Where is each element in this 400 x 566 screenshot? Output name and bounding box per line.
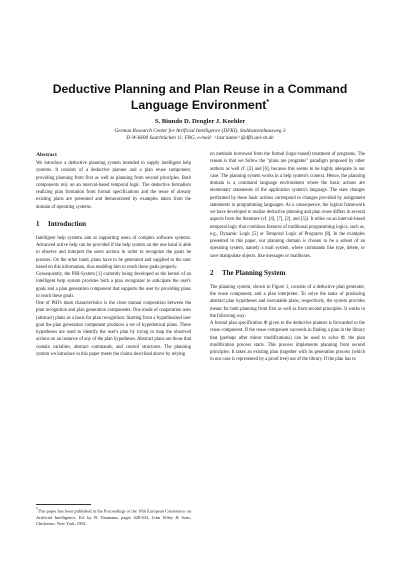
section-1-heading xyxy=(36,220,191,229)
affiliation-line-1: German Research Center for Artificial Intelligence (DFKI), Stuhlsatzenhausweg 3 xyxy=(114,128,286,134)
planning-paragraph-1: The planning system, shown in Figure 1, consists of a deductive plan generator, the reuse component, and a plan interpreter. To solve the tasks of producing abstract plan hypotheses and executable plans, respectively, the system provides means for both planning from first as well as from second principles. It works in the following way: xyxy=(210,284,365,319)
section-2-title: The Planning System xyxy=(222,268,286,277)
section-1-title: Introduction xyxy=(48,219,86,228)
intro-paragraph-3: One of PHI's main characteristics is the close mutual cooperation between the plan recognition and plan generation components. One mode of cooperation uses (abstract) plans as a basis for plan recognition: Starting from a hypothesized user goal the plan generation component produces a set of hypothetical plans. These hypotheses are used to identify the user's plan by trying to map the observed actions on an instance of any of the plan hypotheses. Abstract plans are those that contain variables, abstract commands, and control structures. The planning system we introduce in this paper meets the claims described above by relying xyxy=(36,301,191,357)
footnote xyxy=(36,506,191,527)
intro-continuation: on methods borrowed from the formal (logic-based) treatment of programs. The reason is that we follow the "plans are programs" paradigm proposed by other authors as well cf. [2] and [6], because this seems to be highly adequate in our case: The planning system works in a help system's context. Hence, the planning domain is a command language environment where the basic actions are elementary statements of the application system's language. The state changes performed by these basic actions correspond to changes provided by assignment statements in programming languages. As a consequence, the logical framework we have developed to realize deductive planning and plan reuse differs in several aspects from the literature (cf. [4], [7], [2], and [5]). It relies on an interval-based temporal logic that combines features of traditional programming logics, such as, e.g., Dynamic Logic [5] or Temporal Logic of Programs [8]. In the examples presented in this paper, our planning domain is chosen to be a subset of an operating system, namely a mail system, where commands like type, delete, or save manipulate objects, like messages or mailboxes. xyxy=(210,152,365,259)
intro-paragraph-2: Consequently, the PHI-System [1] currently being developed as the kernel of an intelligent help system provides both a plan recognizer to anticipate the user's goals and a plan generation component that supports the user by providing plans to reach these goals. xyxy=(36,272,191,299)
section-1-number: 1 xyxy=(36,219,40,228)
footnote-rule xyxy=(36,504,91,505)
section-2-number: 2 xyxy=(210,268,214,277)
abstract-text: We introduce a deductive planning system intended to supply intelligent help systems. It consists of a deductive planner and a plan reuse component, providing planning from first as well as planning from second principles. Both components rely on an interval-based temporal logic. The deductive formalism realizing plan formation from formal specifications and the reuse of already existing plans are presented and demonstrated by examples taken from the domain of operating systems. xyxy=(36,161,191,210)
footnote-text: This paper has been published in the Proceedings of the 10th European Conference on Artificial Intelligence, Ed. by B. Neumann, pages 628-632, John Wiley & Sons, Chichester, New York, 1992. xyxy=(36,508,191,526)
footnote-mark: * xyxy=(36,507,38,511)
section-2-heading xyxy=(210,269,365,278)
author-list: S. Biundo D. Dengler J. Koehler xyxy=(154,118,246,125)
abstract-heading: Abstract xyxy=(36,152,57,158)
title-footnote-mark: * xyxy=(266,99,270,107)
paper-title xyxy=(40,82,360,113)
planning-paragraph-2: A formal plan specification Φ given to the deductive planner is forwarded to the reuse component. If the reuse component succeeds in finding a plan in the library that (perhaps after minor modifications) can be used to solve Φ, the plan modification process starts. This process implements planning from second principles: It takes an existing plan (together with its generation process (which in our case is represented by a proof tree) out of the library. If the plan has to xyxy=(210,321,365,363)
right-column xyxy=(210,151,365,364)
affiliation xyxy=(40,128,360,142)
left-column xyxy=(36,151,191,358)
paper-title-text: Deductive Planning and Plan Reuse in a Command Language Environment xyxy=(52,82,348,113)
affiliation-line-2: D-W-6600 Saarbrücken 11, FRG, e-mail: <last name>@dfki.uni-sb.de xyxy=(126,135,274,142)
intro-paragraph-1: Intelligent help systems aim at supporting users of complex software systems. Advanced active help can be provided if the help system on the one hand is able to observe and interpret the users actions in order to recognize the goals he pursues. On the other hand, plans have to be generated and supplied to the user based on this information, thus enabling him to reach these goals properly. xyxy=(36,235,191,270)
